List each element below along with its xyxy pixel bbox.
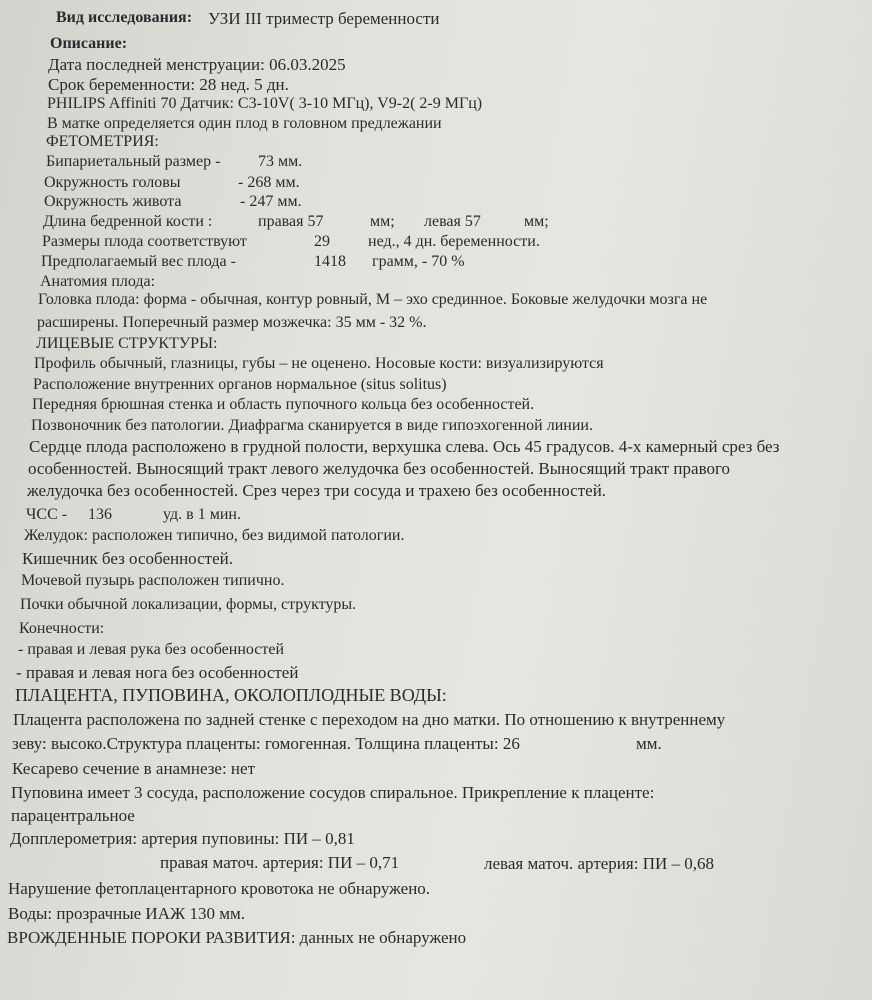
doppler-right-uterine: правая маточ. артерия: ПИ – 0,71 (160, 853, 400, 872)
weight-value: 1418 (314, 253, 346, 270)
fl-left-unit: мм; (524, 213, 549, 230)
abdominal-wall-line: Передняя брюшная стенка и область пупочного кольца без особенностей. (32, 396, 535, 413)
bladder-line: Мочевой пузырь расположен типично. (21, 572, 285, 589)
ac-label: Окружность живота (44, 193, 182, 210)
placenta-thickness-unit: мм. (636, 734, 662, 753)
hr-value: 136 (88, 506, 112, 523)
limbs-title: Конечности: (19, 620, 105, 637)
blood-flow-line: Нарушение фетоплацентарного кровотока не обнаружено. (8, 879, 431, 898)
bpd-label: Бипариетальный размер - (46, 153, 221, 170)
placenta-line-2: зеву: высоко.Структура плаценты: гомогенная. Толщина плаценты: 26 (12, 734, 520, 753)
heart-line-3: желудочка без особенностей. Срез через три сосуда и трахею без особенностей. (27, 481, 607, 500)
weight-label: Предполагаемый вес плода - (41, 253, 236, 270)
heart-line-2: особенностей. Выносящий тракт левого желудочка без особенностей. Выносящий тракт правого (28, 459, 731, 478)
cesarean-line: Кесарево сечение в анамнезе: нет (12, 759, 256, 778)
malformations-line: ВРОЖДЕННЫЕ ПОРОКИ РАЗВИТИЯ: данных не обнаружено (7, 928, 467, 947)
cord-line-1: Пуповина имеет 3 сосуда, расположение сосудов спиральное. Прикрепление к плаценте: (11, 783, 655, 802)
fl-left: левая 57 (424, 213, 481, 230)
hc-label: Окружность головы (44, 174, 181, 191)
bpd-value: 73 мм. (258, 153, 303, 170)
kidneys-line: Почки обычной локализации, формы, структуры. (20, 596, 357, 613)
doppler-umbilical-line: Допплерометрия: артерия пуповины: ПИ – 0,81 (10, 829, 355, 848)
placenta-title: ПЛАЦЕНТА, ПУПОВИНА, ОКОЛОПЛОДНЫЕ ВОДЫ: (15, 685, 447, 705)
size-unit: нед., 4 дн. беременности. (368, 233, 540, 250)
placenta-line-1: Плацента расположена по задней стенке с переходом на дно матки. По отношению к внутреннему (13, 710, 726, 729)
gestational-age-line: Срок беременности: 28 нед. 5 дн. (48, 75, 289, 94)
fetometry-title: ФЕТОМЕТРИЯ: (46, 133, 159, 150)
limbs-arms-line: - правая и левая рука без особенностей (18, 641, 285, 658)
fl-right: правая 57 (258, 213, 324, 230)
stomach-line: Желудок: расположен типично, без видимой патологии. (24, 527, 405, 544)
lmp-line: Дата последней менструации: 06.03.2025 (48, 55, 346, 74)
weight-unit: грамм, - 70 % (372, 253, 465, 270)
device-line: PHILIPS Affiniti 70 Датчик: C3-10V( 3-10 МГц), V9-2( 2-9 МГц) (47, 95, 483, 112)
amniotic-fluid-line: Воды: прозрачные ИАЖ 130 мм. (8, 904, 245, 923)
heart-line-1: Сердце плода расположено в грудной полости, верхушка слева. Ось 45 градусов. 4-х камерный срез без (29, 437, 780, 456)
study-type-label: Вид исследования: (56, 9, 193, 26)
hr-label: ЧСС - (26, 506, 68, 523)
organs-line: Расположение внутренних органов нормальное (situs solitus) (33, 376, 447, 393)
description-label: Описание: (50, 35, 128, 52)
face-title: ЛИЦЕВЫЕ СТРУКТУРЫ: (36, 335, 218, 352)
fl-right-unit: мм; (370, 213, 395, 230)
head-line-2: расширены. Поперечный размер мозжечка: 35 мм - 32 %. (37, 314, 427, 331)
doppler-left-uterine: левая маточ. артерия: ПИ – 0,68 (484, 854, 714, 873)
fl-label: Длина бедренной кости : (43, 213, 213, 230)
hc-value: - 268 мм. (238, 174, 300, 191)
size-weeks: 29 (314, 233, 330, 250)
study-type-value: УЗИ III триместр беременности (208, 9, 440, 28)
anatomy-title: Анатомия плода: (40, 273, 156, 290)
size-label: Размеры плода соответствуют (42, 233, 247, 250)
spine-line: Позвоночник без патологии. Диафрагма сканируется в виде гипоэхогенной линии. (31, 417, 593, 434)
ac-value: - 247 мм. (240, 193, 302, 210)
limbs-legs-line: - правая и левая нога без особенностей (16, 663, 299, 682)
profile-line: Профиль обычный, глазницы, губы – не оценено. Носовые кости: визуализируются (34, 355, 604, 372)
presentation-line: В матке определяется один плод в головном предлежании (47, 115, 442, 132)
hr-unit: уд. в 1 мин. (163, 506, 241, 523)
cord-line-2: парацентральное (11, 806, 135, 825)
head-line-1: Головка плода: форма - обычная, контур ровный, М – эхо срединное. Боковые желудочки мозга не (38, 291, 708, 308)
bowel-line: Кишечник без особенностей. (22, 549, 233, 568)
